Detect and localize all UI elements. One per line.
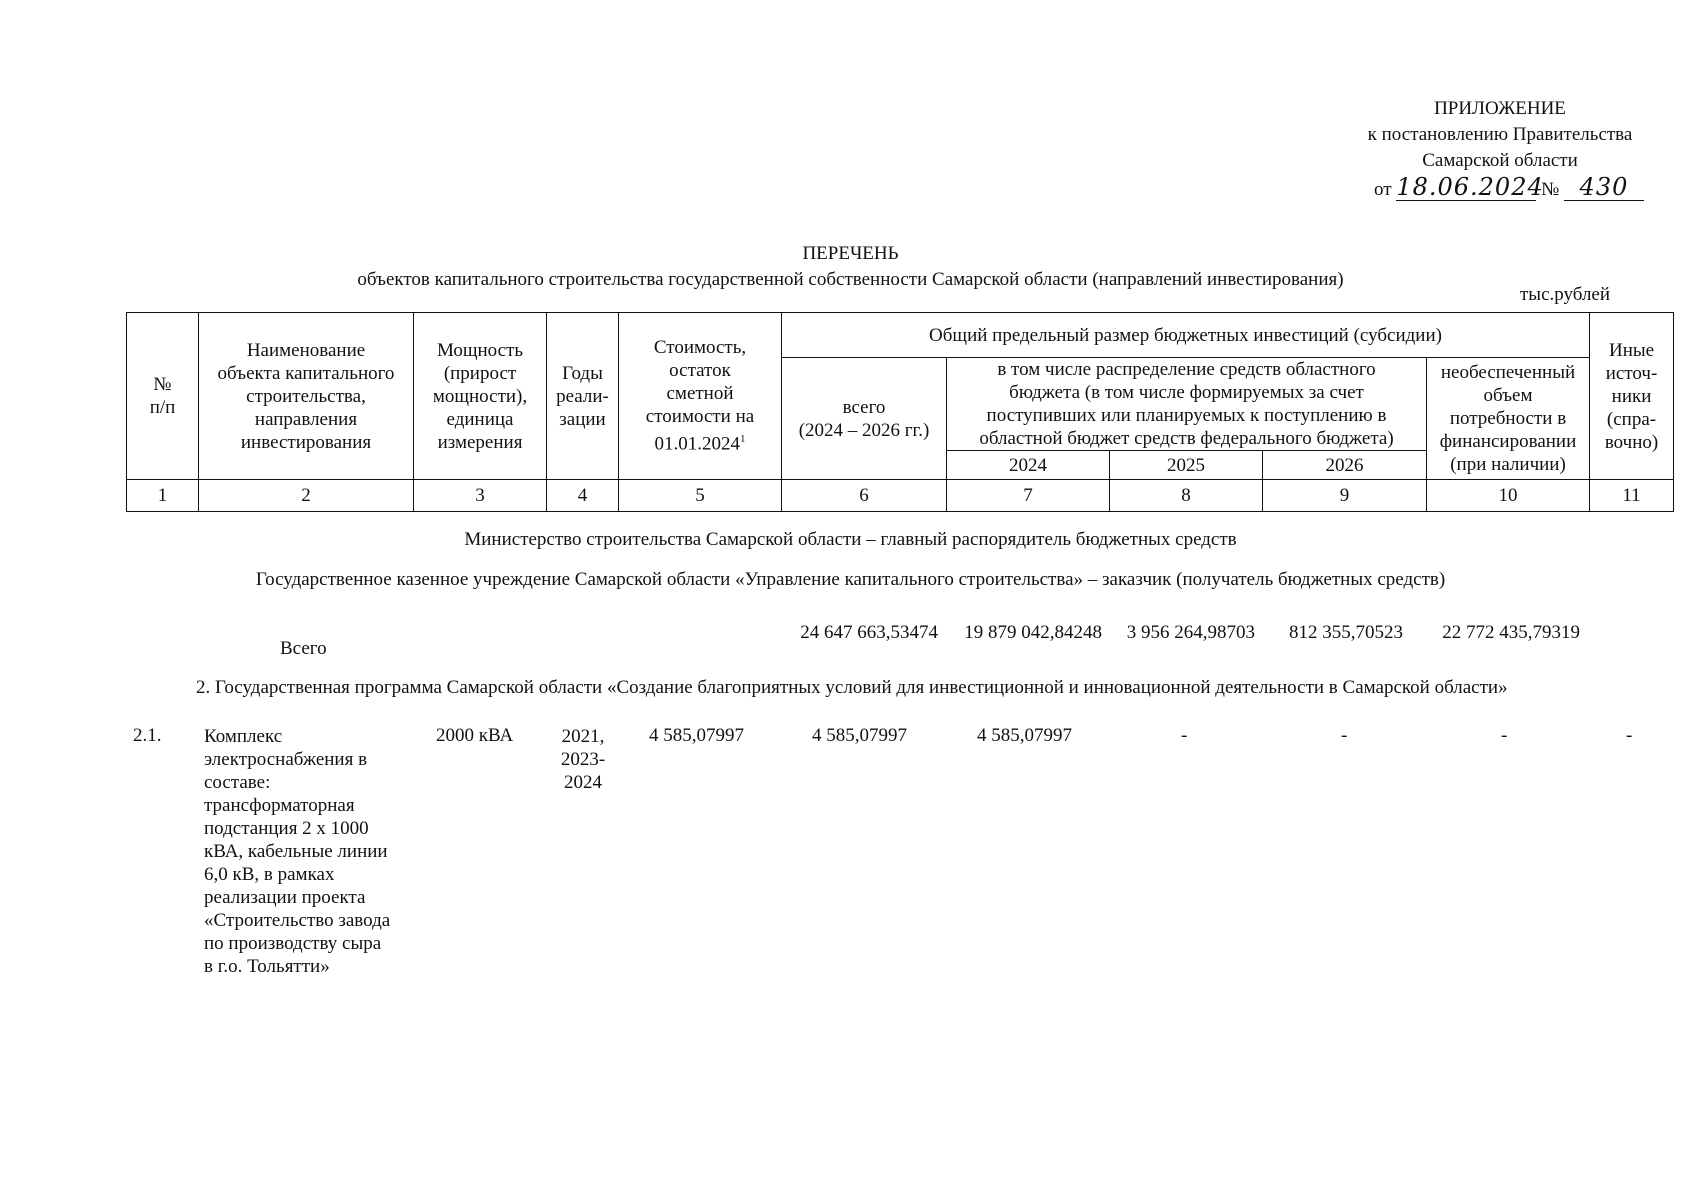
appendix-block [1330,96,1670,203]
col-name-header: Наименование объекта капитального строительства, направления инвестирования [199,313,414,480]
units-label: тыс.рублей [1520,284,1611,305]
total-value: 24 647 663,53474 [800,622,938,643]
regional-budget-header: в том числе распределение средств областного бюджета (в том числе формируемых за счет поступивших или планируемых к поступлению в областной бюджет средств федерального бюджета) [947,358,1427,451]
col-number: 2 [199,480,414,512]
row-capacity: 2000 кВА [436,725,514,746]
ministry-line: Министерство строительства Самарской области – главный распорядитель бюджетных средств [464,529,1237,550]
row-2026: - [1341,725,1348,746]
row-number: 2.1. [133,725,162,746]
program-line: 2. Государственная программа Самарской области «Создание благоприятных условий для инвестиционной и инновационной деятельности в Самарской области» [196,677,1508,698]
customer-line: Государственное казенное учреждение Самарской области «Управление капитального строительства» – заказчик (получатель бюджетных средств) [255,569,1446,590]
col-num-header: № п/п [127,313,199,480]
col-number: 5 [619,480,782,512]
row-unfunded: - [1501,725,1508,746]
total-value: 812 355,70523 [1289,622,1403,643]
year-2025-header: 2025 [1110,451,1263,480]
row-years: 2021, 2023- 2024 [560,726,606,793]
row-cost: 4 585,07997 [649,725,744,746]
date-prefix: от [1374,179,1392,200]
budget-group-header: Общий предельный размер бюджетных инвестиций (субсидии) [782,313,1590,358]
title-subheading: объектов капитального строительства государственной собственности Самарской области (направлений инвестирования) [357,269,1344,290]
col-number: 1 [127,480,199,512]
year-2026-header: 2026 [1263,451,1427,480]
col-number: 6 [782,480,947,512]
row-2025: - [1181,725,1188,746]
total-label: Всего [280,638,327,659]
appendix-number: 430 [1564,174,1644,201]
col-total-header: всего (2024 – 2026 гг.) [782,358,947,480]
title-heading: ПЕРЕЧЕНЬ [802,243,899,264]
col-number: 11 [1590,480,1674,512]
col-number: 10 [1427,480,1590,512]
total-value: 22 772 435,79319 [1442,622,1580,643]
document-title [0,241,1701,293]
row-total: 4 585,07997 [812,725,907,746]
col-unfunded-header: необеспеченный объем потребности в финансировании (при наличии) [1427,358,1590,480]
row-2024: 4 585,07997 [977,725,1072,746]
col-number: 4 [547,480,619,512]
col-other-header: Иные источ- ники (спра- вочно) [1590,313,1674,480]
row-other: - [1626,725,1633,746]
col-number: 8 [1110,480,1263,512]
appendix-date: 18.06.2024 [1396,173,1544,201]
number-prefix: № [1541,179,1560,200]
appendix-date-line [1330,174,1670,203]
appendix-title: ПРИЛОЖЕНИЕ [1434,98,1566,119]
col-capacity-header: Мощность (прирост мощности), единица измерения [414,313,547,480]
header-table [126,312,1674,512]
col-number: 7 [947,480,1110,512]
appendix-line1: к постановлению Правительства [1367,124,1633,145]
col-number: 9 [1263,480,1427,512]
row-object-name: Комплекс электроснабжения в составе: трансформаторная подстанция 2 х 1000 кВА, кабельные линии 6,0 кВ, в рамках реализации проекта «Строительство завода по производству сыра в г.о. Тольятти» [204,726,391,977]
appendix-line2: Самарской области [1422,150,1578,171]
col-number: 3 [414,480,547,512]
total-value: 19 879 042,84248 [964,622,1102,643]
total-value: 3 956 264,98703 [1126,622,1255,643]
year-2024-header: 2024 [947,451,1110,480]
col-cost-header: Стоимость, остаток сметной стоимости на 01.01.2024$^1$ [619,313,782,480]
col-years-header: Годы реали- зации [547,313,619,480]
